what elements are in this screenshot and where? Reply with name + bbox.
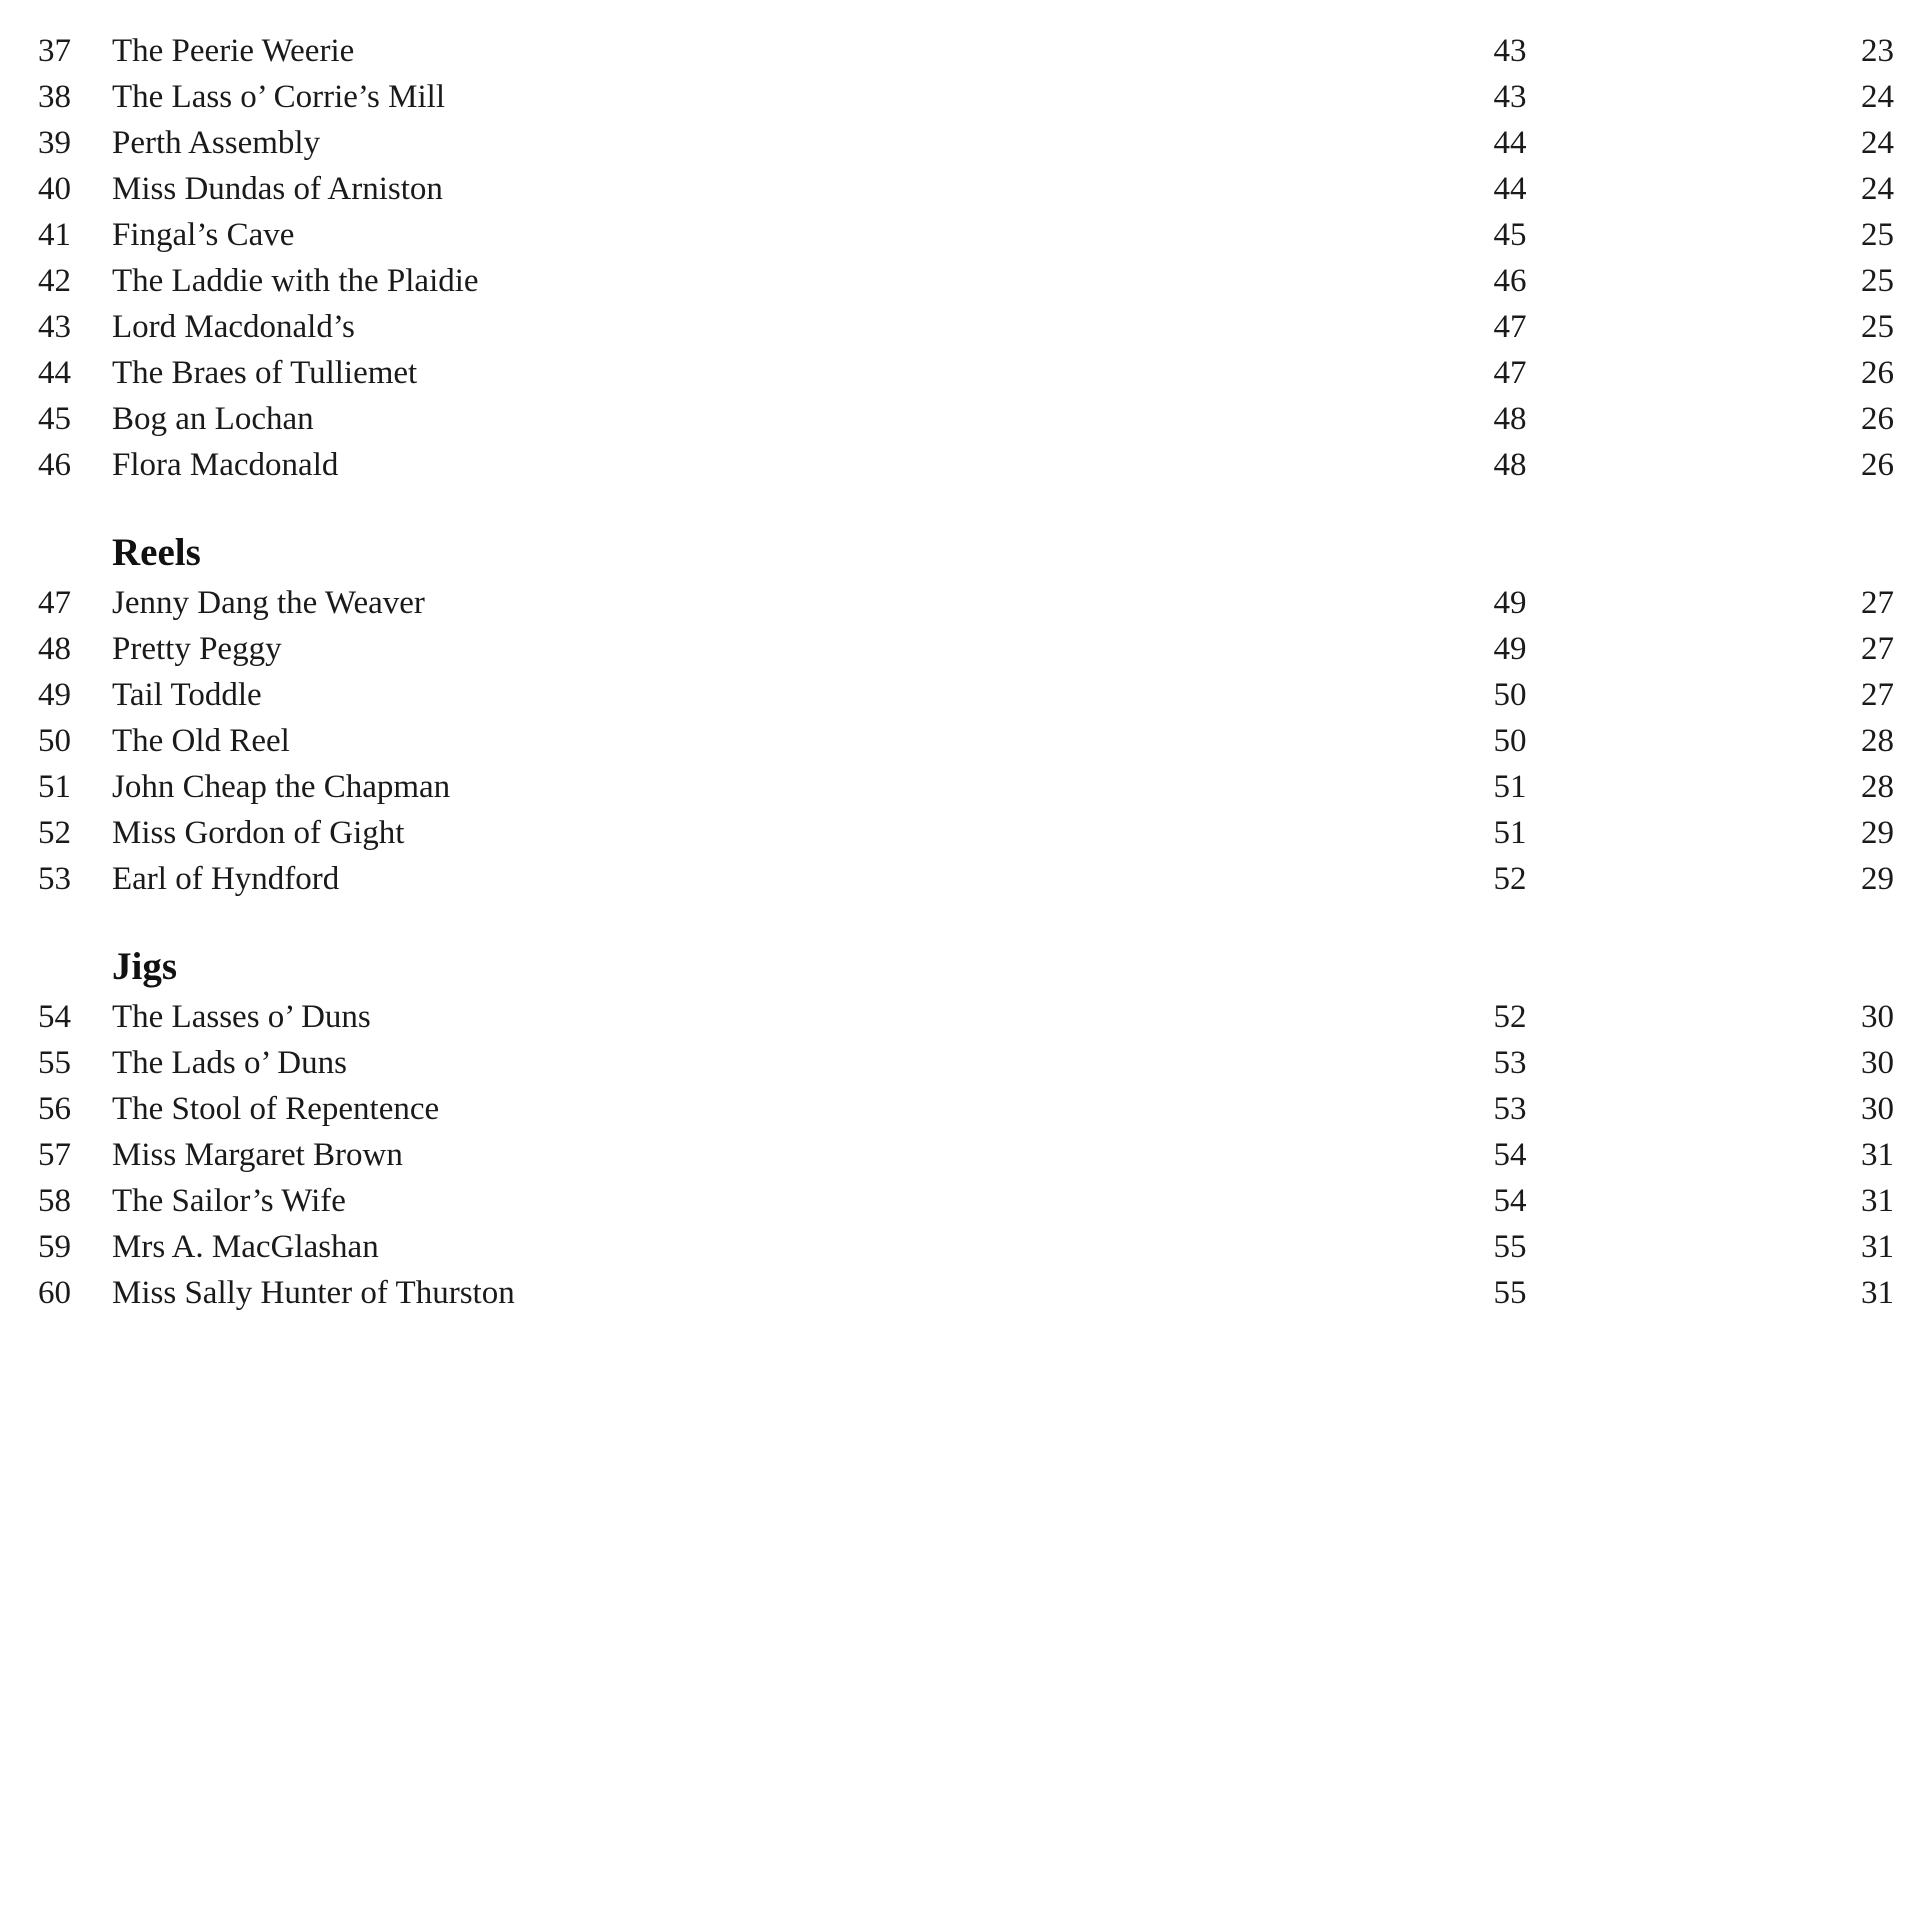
tune-number: 49 — [38, 677, 71, 713]
page-number-a: 55 — [1493, 1275, 1527, 1311]
tune-title: Lord Macdonald’s — [112, 309, 355, 345]
page-number-b: 29 — [1861, 815, 1894, 851]
tune-title: Miss Dundas of Arniston — [112, 171, 443, 207]
tune-title: Tail Toddle — [112, 677, 262, 713]
page-number-b: 25 — [1861, 217, 1894, 253]
page-number-b: 30 — [1861, 1045, 1894, 1081]
page-number-a: 43 — [1493, 79, 1527, 115]
page-number-a: 54 — [1493, 1183, 1527, 1219]
tune-title: The Old Reel — [112, 723, 290, 759]
page-number-b: 30 — [1861, 1091, 1894, 1127]
page-number-b: 28 — [1861, 723, 1894, 759]
tune-number: 37 — [38, 33, 71, 69]
page-number-b: 28 — [1861, 769, 1894, 805]
table-row — [0, 994, 1920, 1040]
page-number-b: 30 — [1861, 999, 1894, 1035]
table-row — [0, 580, 1920, 626]
tune-title: The Braes of Tulliemet — [112, 355, 418, 391]
tune-number: 39 — [38, 125, 71, 161]
table-row — [0, 396, 1920, 442]
tune-number: 57 — [38, 1137, 71, 1173]
page-number-b: 24 — [1861, 171, 1894, 207]
page-number-b: 29 — [1861, 861, 1894, 897]
table-row — [0, 166, 1920, 212]
page-number-b: 31 — [1861, 1137, 1894, 1173]
tune-number: 60 — [38, 1275, 71, 1311]
page-number-a: 53 — [1493, 1045, 1527, 1081]
page-number-b: 27 — [1861, 585, 1894, 621]
tune-title: Fingal’s Cave — [112, 217, 295, 253]
page-number-a: 48 — [1493, 401, 1527, 437]
page-number-a: 53 — [1493, 1091, 1527, 1127]
table-row — [0, 1132, 1920, 1178]
tune-number: 47 — [38, 585, 71, 621]
tune-title: Miss Gordon of Gight — [112, 815, 405, 851]
page-number-b: 26 — [1861, 355, 1894, 391]
section-heading-jigs: Jigs — [112, 945, 178, 988]
tune-number: 54 — [38, 999, 71, 1035]
page-number-a: 44 — [1493, 171, 1527, 207]
tune-number: 40 — [38, 171, 71, 207]
page-number-a: 47 — [1493, 309, 1527, 345]
tune-number: 44 — [38, 355, 71, 391]
page-number-a: 55 — [1493, 1229, 1527, 1265]
tune-title: The Peerie Weerie — [112, 33, 355, 69]
page-number-b: 27 — [1861, 631, 1894, 667]
table-row — [0, 74, 1920, 120]
tune-number: 55 — [38, 1045, 71, 1081]
tune-title: Jenny Dang the Weaver — [112, 585, 425, 621]
tune-title: Mrs A. MacGlashan — [112, 1229, 379, 1265]
page-number-a: 50 — [1493, 677, 1527, 713]
tune-title: The Stool of Repentence — [112, 1091, 440, 1127]
page-number-a: 49 — [1493, 585, 1527, 621]
tune-number: 51 — [38, 769, 71, 805]
section-heading-reels: Reels — [112, 531, 201, 574]
table-row — [0, 304, 1920, 350]
page-number-b: 31 — [1861, 1183, 1894, 1219]
tune-title: The Lass o’ Corrie’s Mill — [112, 79, 445, 115]
tune-number: 59 — [38, 1229, 71, 1265]
page-number-a: 54 — [1493, 1137, 1527, 1173]
tune-title: The Sailor’s Wife — [112, 1183, 346, 1219]
tune-number: 46 — [38, 447, 71, 483]
page-number-b: 24 — [1861, 125, 1894, 161]
tune-number: 50 — [38, 723, 71, 759]
page-number-a: 43 — [1493, 33, 1527, 69]
table-row — [0, 350, 1920, 396]
page-number-a: 44 — [1493, 125, 1527, 161]
tune-title: The Lasses o’ Duns — [112, 999, 371, 1035]
page-number-b: 27 — [1861, 677, 1894, 713]
page-number-a: 52 — [1493, 999, 1527, 1035]
page-number-a: 49 — [1493, 631, 1527, 667]
table-row — [0, 810, 1920, 856]
tune-title: Flora Macdonald — [112, 447, 339, 483]
tune-number: 41 — [38, 217, 71, 253]
page-number-b: 25 — [1861, 309, 1894, 345]
table-row — [0, 672, 1920, 718]
table-row — [0, 258, 1920, 304]
tune-title: Earl of Hyndford — [112, 861, 340, 897]
tune-number: 43 — [38, 309, 71, 345]
page-number-a: 48 — [1493, 447, 1527, 483]
tune-number: 42 — [38, 263, 71, 299]
tune-number: 53 — [38, 861, 71, 897]
page-number-b: 23 — [1861, 33, 1894, 69]
tune-title: The Lads o’ Duns — [112, 1045, 347, 1081]
page-number-b: 26 — [1861, 401, 1894, 437]
table-row — [0, 1270, 1920, 1316]
page-number-a: 47 — [1493, 355, 1527, 391]
tune-title: Bog an Lochan — [112, 401, 314, 437]
page-number-b: 25 — [1861, 263, 1894, 299]
tune-title: Miss Sally Hunter of Thurston — [112, 1275, 515, 1311]
page-number-b: 26 — [1861, 447, 1894, 483]
page-number-b: 31 — [1861, 1229, 1894, 1265]
tune-number: 38 — [38, 79, 71, 115]
tune-number: 58 — [38, 1183, 71, 1219]
tune-title: Pretty Peggy — [112, 631, 282, 667]
page-number-b: 31 — [1861, 1275, 1894, 1311]
page-number-a: 51 — [1493, 769, 1527, 805]
tune-number: 52 — [38, 815, 71, 851]
page-number-a: 51 — [1493, 815, 1527, 851]
table-row — [0, 28, 1920, 74]
page-number-a: 45 — [1493, 217, 1527, 253]
page-number-a: 46 — [1493, 263, 1527, 299]
table-row — [0, 442, 1920, 488]
tune-title: Miss Margaret Brown — [112, 1137, 403, 1173]
tune-title: John Cheap the Chapman — [112, 769, 451, 805]
table-row — [0, 626, 1920, 672]
table-row — [0, 718, 1920, 764]
tune-number: 48 — [38, 631, 71, 667]
tune-number: 56 — [38, 1091, 71, 1127]
page-number-a: 52 — [1493, 861, 1527, 897]
table-row — [0, 1086, 1920, 1132]
table-row — [0, 212, 1920, 258]
page-number-a: 50 — [1493, 723, 1527, 759]
table-row — [0, 856, 1920, 902]
table-row — [0, 764, 1920, 810]
table-row — [0, 120, 1920, 166]
tune-title: The Laddie with the Plaidie — [112, 263, 479, 299]
table-row — [0, 1224, 1920, 1270]
table-row — [0, 1178, 1920, 1224]
page-number-b: 24 — [1861, 79, 1894, 115]
tune-number: 45 — [38, 401, 71, 437]
tune-title: Perth Assembly — [112, 125, 321, 161]
table-row — [0, 1040, 1920, 1086]
